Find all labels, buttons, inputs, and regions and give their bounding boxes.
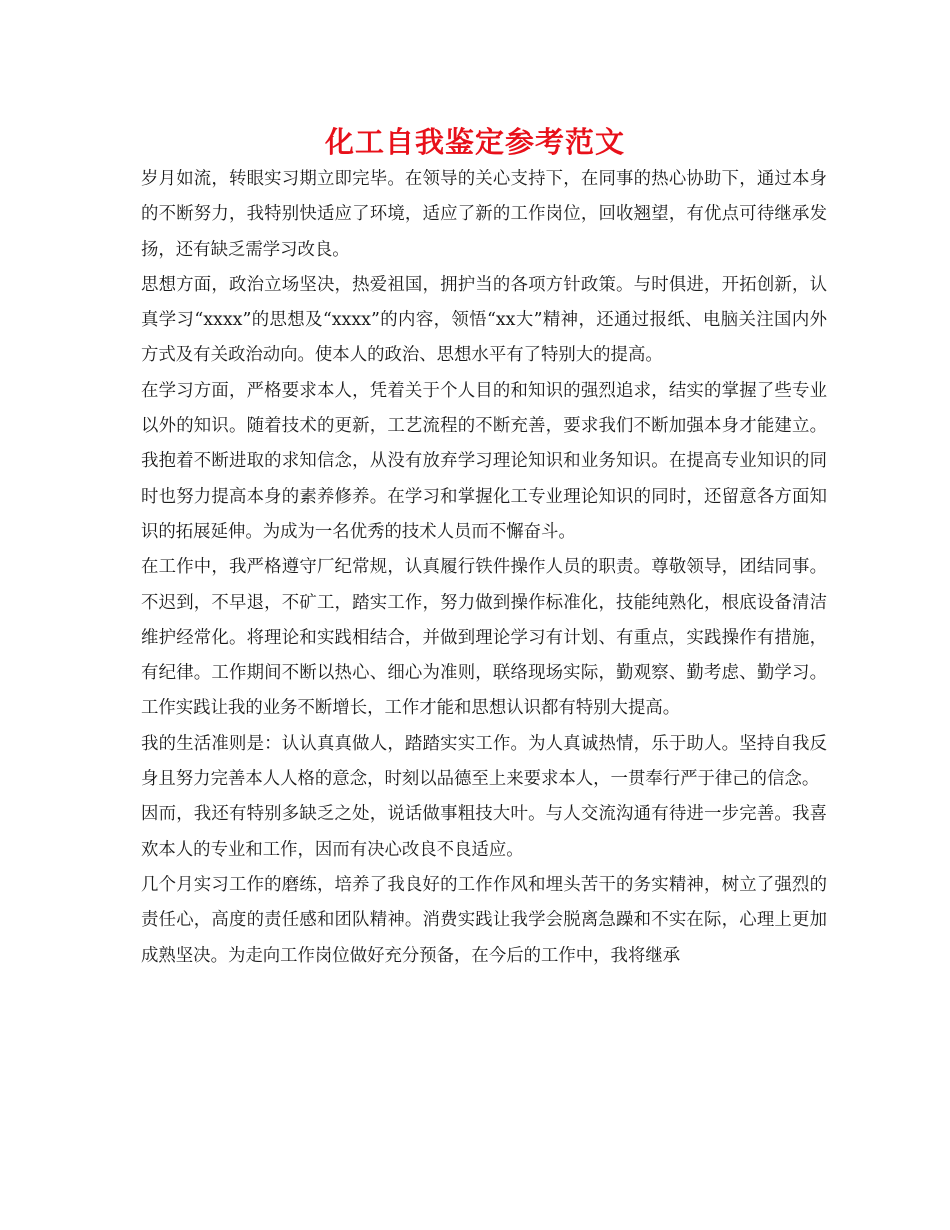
- paragraph-shortcomings: 因而，我还有特别多缺乏之处，说话做事粗技大叶。与人交流沟通有待进一步完善。我喜欢本人的专业和工作，因而有决心改良不良适应。: [141, 804, 827, 860]
- paragraph-summary: 几个月实习工作的磨练，培养了我良好的工作作风和埋头苦干的务实精神，树立了强烈的责任心，高度的责任感和团队精神。消费实践让我学会脱离急躁和不实在际，心理上更加成熟坚决。为走向工作岗位做好充分预备，在今后的工作中，我将继承: [141, 874, 827, 966]
- paragraph-ideology: 思想方面，政治立场坚决，热爱祖国，拥护当的各项方针政策。与时俱进，开拓创新，认真学习“xxxx”的思想及“xxxx”的内容，领悟“xx大”精神，还通过报纸、电脑关注国内外方式及有关政治动向。使本人的政治、思想水平有了特别大的提高。: [141, 274, 827, 366]
- paragraph-life: 我的生活准则是：认认真真做人，踏踏实实工作。为人真诚热情，乐于助人。坚持自我反身且努力完善本人人格的意念，时刻以品德至上来要求本人，一贯奉行严于律己的信念。: [141, 733, 827, 790]
- paragraph-intro: 岁月如流，转眼实习期立即完毕。在领导的关心支持下，在同事的热心协助下，通过本身的不断努力，我特别快适应了环境，适应了新的工作岗位，回收翘望，有优点可待继承发扬，还有缺乏需学习改良。: [141, 169, 827, 260]
- document-body: [141, 162, 827, 974]
- document-title: 化工自我鉴定参考范文: [324, 125, 625, 159]
- paragraph-study: 在学习方面，严格要求本人，凭着关于个人目的和知识的强烈追求，结实的掌握了些专业以外的知识。随着技术的更新，工艺流程的不断充善，要求我们不断加强本身才能建立。我抱着不断进取的求知信念，从没有放弃学习理论知识和业务知识。在提高专业知识的同时也努力提高本身的素养修养。在学习和掌握化工专业理论知识的同时，还留意各方面知识的拓展延伸。为成为一名优秀的技术人员而不懈奋斗。: [141, 380, 827, 542]
- paragraph-work: 在工作中，我严格遵守厂纪常规，认真履行铁件操作人员的职责。尊敬领导，团结同事。不迟到，不早退，不矿工，踏实工作，努力做到操作标准化，技能纯熟化，根底设备清洁维护经常化。将理论和实践相结合，并做到理论学习有计划、有重点，实践操作有措施，有纪律。工作期间不断以热心、细心为准则，联络现场实际，勤观察、勤考虑、勤学习。工作实践让我的业务不断增长，工作才能和思想认识都有特别大提高。: [141, 557, 827, 719]
